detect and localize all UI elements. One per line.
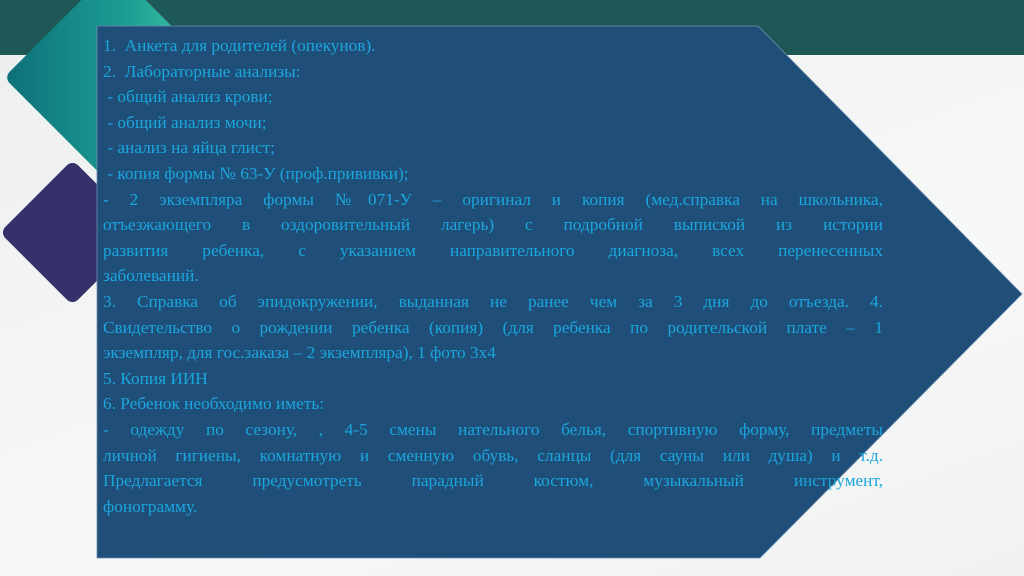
list-line: отъезжающего в оздоровительный лагерь) с подробной выпиской из истории — [103, 215, 883, 235]
list-line: экземпляр, для гос.заказа – 2 экземпляра), 1 фото 3х4 — [103, 343, 496, 363]
list-line: - общий анализ мочи; — [103, 112, 267, 132]
list-line: заболеваний. — [103, 266, 199, 286]
list-line: Предлагается предусмотреть парадный костюм, музыкальный инструмент, — [103, 471, 883, 491]
list-line: личной гигиены, комнатную и сменную обувь, сланцы (для сауны или душа) и т.д. — [103, 445, 883, 465]
list-line: - копия формы № 63-У (проф.прививки); — [103, 163, 409, 183]
list-line: 1. Анкета для родителей (опекунов). — [103, 36, 376, 55]
list-line: 3. Справка об эпидокружении, выданная не ранее чем за 3 дня до отъезда. 4. — [103, 291, 883, 311]
list-line: 5. Копия ИИН — [103, 368, 208, 388]
list-line: - анализ на яйца глист; — [103, 138, 275, 158]
requirements-list — [103, 33, 883, 519]
list-line: - одежду по сезону, , 4-5 смены нательного белья, спортивную форму, предметы — [103, 419, 883, 439]
list-line: развития ребенка, с указанием направительного диагноза, всех перенесенных — [103, 240, 883, 260]
list-line: фонограмму. — [103, 496, 198, 516]
list-line: 2. Лабораторные анализы: — [103, 61, 301, 81]
list-line: Свидетельство о рождении ребенка (копия) (для ребенка по родительской плате – 1 — [103, 317, 883, 337]
list-line: 6. Ребенок необходимо иметь: — [103, 394, 325, 414]
list-line: - 2 экземпляра формы №071-У – оригинал и копия (мед.справка на школьника, — [103, 189, 883, 209]
list-line: - общий анализ крови; — [103, 87, 273, 107]
